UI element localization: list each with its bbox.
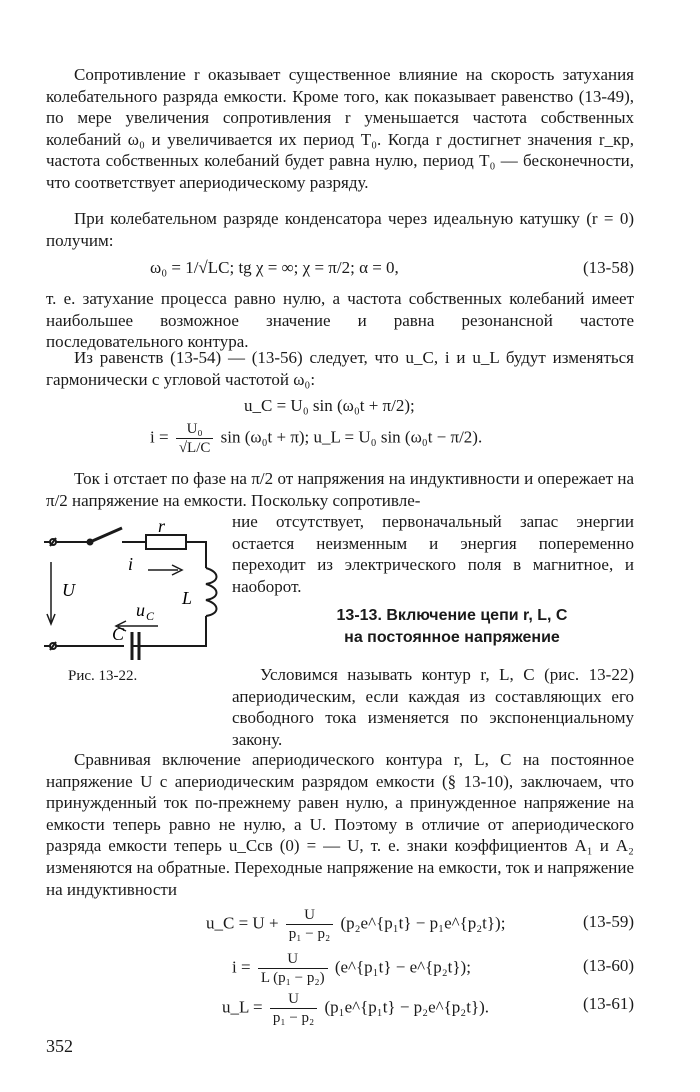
paragraph-harmonic: Из равенств (13-54) — (13-56) следует, что u_C, i и u_L будут изменяться гармонически с угловой частотой ω₀: <box>46 348 634 389</box>
equation-uc-harmonic: u_C = U₀ sin (ω₀t + π/2); <box>244 396 415 415</box>
eq61-fraction <box>270 990 317 1027</box>
resistor-r <box>146 535 186 549</box>
paragraph-phase-b: ние отсутствует, первоначальный запас энергии остается неизменным и энергия попеременно переходит из электрического поля в магнитное, и наоборот. <box>232 512 634 596</box>
paragraph-resonance: т. е. затухание процесса равно нулю, а частота собственных колебаний имеет наибольшее возможное значение и равна резонансной частоте последовательного контура. <box>46 289 634 352</box>
eq60-denominator: L (p₁ − p₂) <box>260 970 325 986</box>
section-heading-line2: на постоянное напряжение <box>344 629 560 646</box>
eq-i-numerator: U₀ <box>176 420 214 439</box>
eq60-lhs: i = <box>232 957 251 977</box>
eq-i-denominator: √L/C <box>178 440 211 456</box>
eq59-rest: (p₂e^{p₁t} − p₁e^{p₂t}); <box>340 913 506 933</box>
switch <box>90 528 122 542</box>
paragraph-aperiodic-definition: Условимся называть контур r, L, C (рис. 13-22) апериодическим, если каждая из составляющих его свободного тока изменяется по экспоненциальному закону. <box>232 665 634 749</box>
eq60-rest: (e^{p₁t} − e^{p₂t}); <box>334 957 471 977</box>
paragraph-ideal-coil: При колебательном разряде конденсатора через идеальную катушку (r = 0) получим: <box>46 209 634 250</box>
equation-13-58: ω₀ = 1/√LC; tg χ = ∞; χ = π/2; α = 0, <box>150 258 399 277</box>
equation-number-13-60: (13-60) <box>583 956 634 975</box>
paragraph-damping: Сопротивление r оказывает существенное влияние на скорость затухания колебательного разряда емкости. Кроме того, как показывает равенство (13-49), по мере увеличения сопротивления r уменьшается частота собственных колебаний ω₀ и увеличивается их период T₀. Когда r достигнет значения r_кр, частота собственных колебаний будет равна нулю, период T₀ — бесконечности, что соответствует апериодическому разряду. <box>46 65 634 192</box>
label-U: U <box>62 580 75 600</box>
label-r: r <box>158 518 166 536</box>
circuit-diagram <box>40 518 225 663</box>
label-i: i <box>128 554 134 574</box>
eq59-lhs: u_C = U + <box>206 913 279 933</box>
eq61-denominator: p₁ − p₂ <box>272 1010 315 1026</box>
eq61-rest: (p₁e^{p₁t} − p₂e^{p₂t}). <box>324 997 490 1017</box>
equation-number-13-58: (13-58) <box>583 258 634 277</box>
section-heading-line1: 13-13. Включение цепи r, L, C <box>336 607 568 624</box>
label-C: C <box>112 624 125 644</box>
eq61-numerator: U <box>270 990 317 1009</box>
eq-i-rest: sin (ω₀t + π); u_L = U₀ sin (ω₀t − π/2). <box>220 427 483 447</box>
equation-number-13-61: (13-61) <box>583 994 634 1013</box>
paragraph-phase-a: Ток i отстает по фазе на π/2 от напряжения на индуктивности и опережает на π/2 напряжение на емкости. Поскольку сопротивле- <box>46 469 634 510</box>
eq59-fraction <box>286 906 333 943</box>
eq59-denominator: p₁ − p₂ <box>288 926 331 942</box>
eq-i-lhs: i = <box>150 427 169 447</box>
eq59-numerator: U <box>286 906 333 925</box>
eq60-fraction <box>258 950 328 987</box>
equation-i-ul-harmonic <box>150 420 482 457</box>
page-number: 352 <box>46 1036 73 1056</box>
equation-13-61 <box>222 990 489 1027</box>
eq-i-fraction <box>176 420 214 457</box>
eq60-numerator: U <box>258 950 328 969</box>
equation-13-60 <box>232 950 471 987</box>
equation-13-59 <box>206 906 505 943</box>
label-uc: u <box>136 600 145 620</box>
paragraph-comparison: Сравнивая включение апериодического контура r, L, C на постоянное напряжение U с апериодическим разрядом емкости (§ 13-10), заключаем, что принужденный ток по-прежнему равен нулю, а принужденное напряжение на емкости теперь равно не нулю, а U. Поэтому в отличие от апериодического разряда емкости теперь u_Cсв (0) = — U, т. е. знаки коэффициентов A₁ и A₂ изменяются на обратные. Переходные напряжение на емкости, ток и напряжение на индуктивности <box>46 750 634 899</box>
eq61-lhs: u_L = <box>222 997 263 1017</box>
inductor-L <box>206 568 217 616</box>
figure-caption: Рис. 13-22. <box>68 668 138 684</box>
label-L: L <box>182 588 193 608</box>
label-uc-sub: C <box>146 609 155 623</box>
equation-number-13-59: (13-59) <box>583 912 634 931</box>
